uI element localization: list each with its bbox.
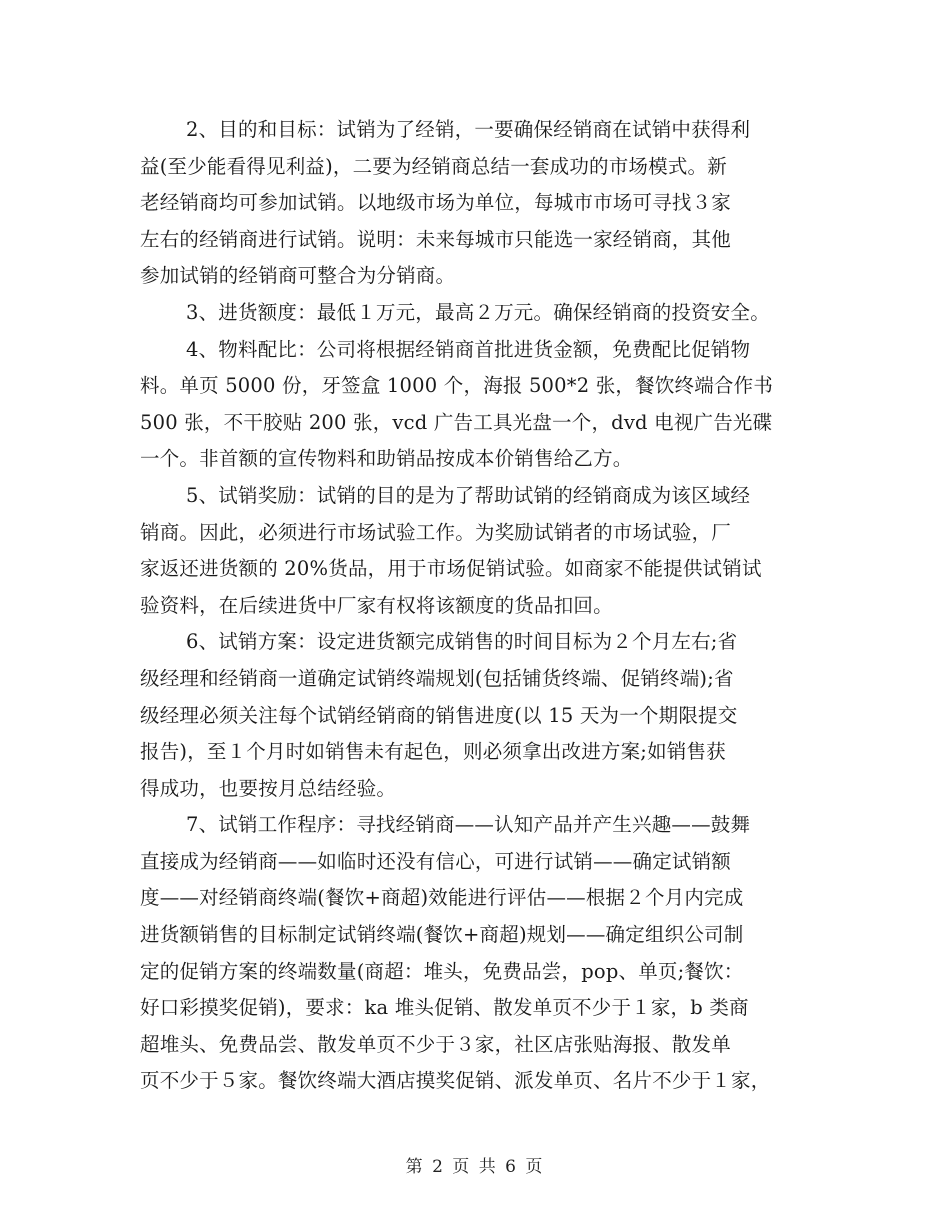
paragraph-first-line: 4、物料配比：公司将根据经销商首批进货金额，免费配比促销物	[186, 337, 751, 361]
paragraph-line: 家返还进货额的 20%货品，用于市场促销试验。如商家不能提供试销试	[140, 557, 762, 581]
paragraph-line: 料。单页 5000 份，牙签盒 1000 个，海报 500*2 张，餐饮终端合作书	[140, 374, 774, 398]
paragraph-line: 级经理必须关注每个试销经销商的销售进度(以 15 天为一个期限提交	[140, 703, 738, 727]
paragraph-line: 益(至少能看得见利益)，二要为经销商总结一套成功的市场模式。新	[140, 154, 727, 178]
paragraph-line: 进货额销售的目标制定试销终端(餐饮+商超)规划——确定组织公司制	[140, 923, 744, 947]
paragraph-line: 度——对经销商终端(餐饮+商超)效能进行评估——根据２个月内完成	[140, 886, 744, 910]
paragraph-first-line: 7、试销工作程序：寻找经销商——认知产品并产生兴趣——鼓舞	[186, 813, 751, 837]
paragraph-line: 定的促销方案的终端数量(商超：堆头，免费品尝，pop、单页;餐饮：	[140, 959, 744, 983]
paragraph-line: 直接成为经销商——如临时还没有信心，可进行试销——确定试销额	[140, 849, 732, 873]
paragraph-line: 销商。因此，必须进行市场试验工作。为奖励试销者的市场试验，厂	[140, 520, 732, 544]
paragraph-line: 左右的经销商进行试销。说明：未来每城市只能选一家经销商，其他	[140, 227, 732, 251]
paragraph-first-line: 6、试销方案：设定进货额完成销售的时间目标为２个月左右;省	[186, 630, 738, 654]
paragraph-line: 一个。非首额的宣传物料和助销品按成本价销售给乙方。	[140, 447, 633, 471]
paragraph-line: 验资料，在后续进货中厂家有权将该额度的货品扣回。	[140, 593, 613, 617]
paragraph-line: 老经销商均可参加试销。以地级市场为单位，每城市市场可寻找３家	[140, 191, 732, 215]
paragraph-line: 报告)，至１个月时如销售未有起色，则必须拿出改进方案;如销售获	[140, 740, 726, 764]
paragraph-first-line: 5、试销奖励：试销的目的是为了帮助试销的经销商成为该区域经	[186, 483, 751, 507]
paragraph-first-line: 3、进货额度：最低１万元，最高２万元。确保经销商的投资安全。	[186, 300, 770, 324]
page-footer	[0, 1152, 950, 1177]
paragraph-line: 500 张，不干胶贴 200 张，vcd 广告工具光盘一个，dvd 电视广告光碟	[140, 410, 773, 434]
paragraph-line: 得成功，也要按月总结经验。	[140, 776, 397, 800]
paragraph-line: 参加试销的经销商可整合为分销商。	[140, 264, 456, 288]
document-body	[140, 112, 830, 1100]
paragraph-line: 好口彩摸奖促销)，要求：ka 堆头促销、散发单页不少于１家，b 类商	[140, 996, 749, 1020]
paragraph-line: 页不少于５家。餐饮终端大酒店摸奖促销、派发单页、名片不少于１家，	[140, 1069, 771, 1093]
page-number-label: 第 2 页 共 6 页	[405, 1157, 545, 1177]
paragraph-first-line: 2、目的和目标：试销为了经销，一要确保经销商在试销中获得利	[186, 118, 751, 141]
paragraph-line: 超堆头、免费品尝、散发单页不少于３家，社区店张贴海报、散发单	[140, 1032, 732, 1056]
paragraph-line: 级经理和经销商一道确定试销终端规划(包括铺货终端、促销终端);省	[140, 666, 734, 690]
